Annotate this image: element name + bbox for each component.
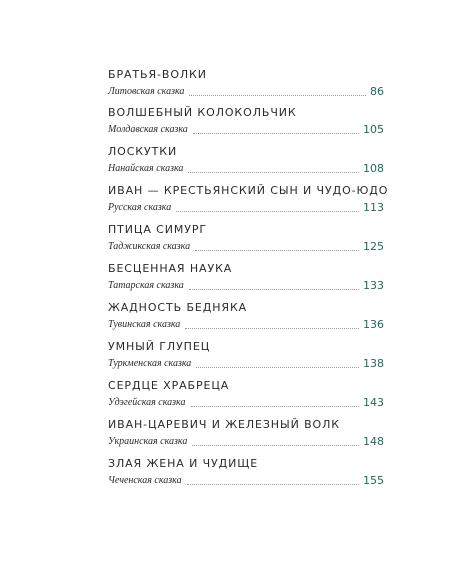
entry-title: ИВАН — КРЕСТЬЯНСКИЙ СЫН И ЧУДО-ЮДО xyxy=(108,184,389,197)
entry-subrow xyxy=(108,395,384,409)
entry-subrow xyxy=(108,473,384,487)
page-number: 148 xyxy=(363,435,384,448)
entry-subtitle: Таджикская сказка xyxy=(108,241,191,252)
toc-entry[interactable] xyxy=(108,262,384,294)
entry-subrow xyxy=(108,317,384,331)
dot-leader xyxy=(196,367,359,368)
toc-entry[interactable] xyxy=(108,418,384,450)
dot-leader xyxy=(195,250,359,251)
page-number: 133 xyxy=(363,279,384,292)
entry-subtitle: Туркменская сказка xyxy=(108,358,192,369)
dot-leader xyxy=(187,484,359,485)
entry-subtitle: Литовская сказка xyxy=(108,86,185,97)
dot-leader xyxy=(193,133,359,134)
entry-title: ИВАН-ЦАРЕВИЧ И ЖЕЛЕЗНЫЙ ВОЛК xyxy=(108,418,340,431)
entry-title: БЕСЦЕННАЯ НАУКА xyxy=(108,262,233,275)
toc-entry[interactable] xyxy=(108,301,384,333)
entry-title: ПТИЦА СИМУРГ xyxy=(108,223,208,236)
entry-subtitle: Чеченская сказка xyxy=(108,475,182,486)
entry-subrow xyxy=(108,278,384,292)
entry-subrow xyxy=(108,161,384,175)
toc-entry[interactable] xyxy=(108,457,384,489)
page-number: 136 xyxy=(363,318,384,331)
entry-title: БРАТЬЯ-ВОЛКИ xyxy=(108,68,207,81)
entry-subrow xyxy=(108,434,384,448)
dot-leader xyxy=(185,328,359,329)
dot-leader xyxy=(188,172,359,173)
page-number: 143 xyxy=(363,396,384,409)
entry-subtitle: Тувинская сказка xyxy=(108,319,181,330)
dot-leader xyxy=(191,406,360,407)
toc-entry[interactable] xyxy=(108,68,384,100)
dot-leader xyxy=(189,95,366,96)
toc-entry[interactable] xyxy=(108,145,384,177)
dot-leader xyxy=(189,289,359,290)
entry-subrow xyxy=(108,356,384,370)
entry-subtitle: Татарская сказка xyxy=(108,280,184,291)
entry-subtitle: Молдавская сказка xyxy=(108,124,188,135)
toc-entry[interactable] xyxy=(108,184,389,216)
page-number: 86 xyxy=(370,85,384,98)
entry-title: ЛОСКУТКИ xyxy=(108,145,178,158)
toc-entry[interactable] xyxy=(108,340,384,372)
dot-leader xyxy=(176,211,359,212)
entry-subrow xyxy=(108,239,384,253)
page-number: 105 xyxy=(363,123,384,136)
toc-entry[interactable] xyxy=(108,223,384,255)
toc-entry[interactable] xyxy=(108,379,384,411)
page-number: 155 xyxy=(363,474,384,487)
entry-subtitle: Нанайская сказка xyxy=(108,163,184,174)
entry-subtitle: Удэгейская сказка xyxy=(108,397,186,408)
entry-title: ЗЛАЯ ЖЕНА И ЧУДИЩЕ xyxy=(108,457,259,470)
entry-subrow xyxy=(108,122,384,136)
entry-subtitle: Русская сказка xyxy=(108,202,172,213)
dot-leader xyxy=(192,445,359,446)
entry-subrow xyxy=(108,84,384,98)
toc-entry[interactable] xyxy=(108,106,384,138)
entry-subtitle: Украинская сказка xyxy=(108,436,188,447)
page-number: 108 xyxy=(363,162,384,175)
entry-title: УМНЫЙ ГЛУПЕЦ xyxy=(108,340,211,353)
entry-title: ВОЛШЕБНЫЙ КОЛОКОЛЬЧИК xyxy=(108,106,297,119)
page-number: 138 xyxy=(363,357,384,370)
page-number: 125 xyxy=(363,240,384,253)
entry-title: СЕРДЦЕ ХРАБРЕЦА xyxy=(108,379,230,392)
entry-title: ЖАДНОСТЬ БЕДНЯКА xyxy=(108,301,248,314)
entry-subrow xyxy=(108,200,384,214)
page-number: 113 xyxy=(363,201,384,214)
